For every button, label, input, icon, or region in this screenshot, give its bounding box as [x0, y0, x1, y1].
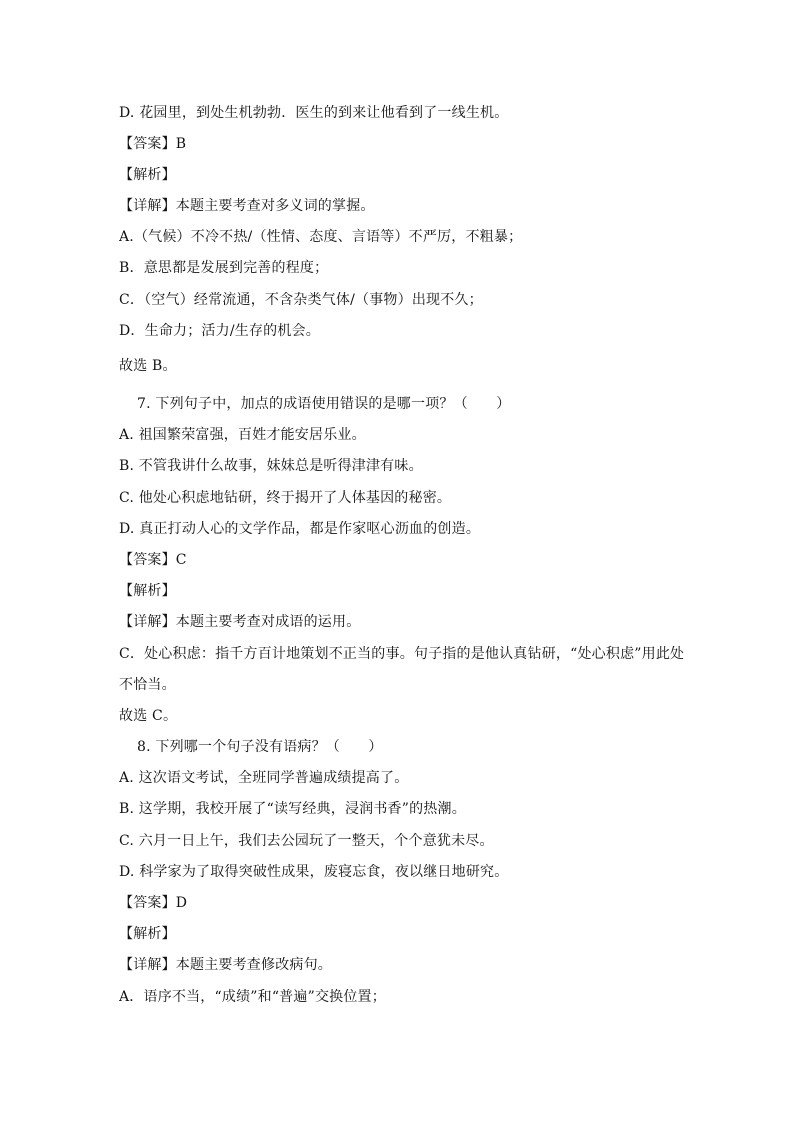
question-8-option-d: D. 科学家为了取得突破性成果，废寝忘食，夜以继日地研究。 [119, 864, 509, 880]
analysis-label: 【解析】 [119, 926, 176, 942]
question-8: 8. 下列哪一个句子没有语病？（ ） [137, 739, 383, 755]
detail-explanation: 【详解】本题主要考查修改病句。 [119, 957, 332, 973]
option-d-text: D. 花园里，到处生机勃勃．医生的到来让他看到了一线生机。 [119, 105, 509, 121]
answer-label: 【答案】D [119, 895, 188, 911]
explanation-c-continued: 不恰当。 [119, 677, 176, 693]
question-7-option-b: B. 不管我讲什么故事，妹妹总是听得津津有味。 [119, 458, 423, 474]
explanation-a: A.（气候）不冷不热/（性情、态度、言语等）不严厉，不粗暴； [119, 229, 523, 245]
question-7: 7. 下列句子中，加点的成语使用错误的是哪一项？（ ） [137, 396, 511, 412]
conclusion: 故选 B。 [119, 358, 177, 374]
explanation-b: B．意思都是发展到完善的程度； [119, 260, 329, 276]
question-8-option-a: A. 这次语文考试，全班同学普遍成绩提高了。 [119, 770, 409, 786]
detail-explanation: 【详解】本题主要考查对成语的运用。 [119, 614, 361, 630]
answer-label: 【答案】B [119, 136, 187, 152]
analysis-label: 【解析】 [119, 583, 176, 599]
answer-label: 【答案】C [119, 552, 187, 568]
conclusion: 故选 C。 [119, 708, 178, 724]
question-7-option-d: D. 真正打动人心的文学作品，都是作家呕心沥血的创造。 [119, 521, 481, 537]
explanation-a: A．语序不当，“成绩”和“普遍”交换位置； [119, 989, 386, 1005]
question-7-option-a: A. 祖国繁荣富强，百姓才能安居乐业。 [119, 427, 366, 443]
analysis-label: 【解析】 [119, 167, 176, 183]
explanation-c: C．处心积虑：指千方百计地策划不正当的事。句子指的是他认真钻研，“处心积虑”用此处 [119, 646, 685, 662]
detail-explanation: 【详解】本题主要考查对多义词的掌握。 [119, 198, 375, 214]
explanation-c: C．（空气）经常流通，不含杂类气体/（事物）出现不久； [119, 292, 483, 308]
question-7-option-c: C. 他处心积虑地钻研，终于揭开了人体基因的秘密。 [119, 490, 452, 506]
question-8-option-c: C. 六月一日上午，我们去公园玩了一整天，个个意犹未尽。 [119, 833, 494, 849]
explanation-d: D．生命力；活力/生存的机会。 [119, 323, 320, 339]
question-8-option-b: B. 这学期，我校开展了“读写经典，浸润书香”的热潮。 [119, 801, 466, 817]
